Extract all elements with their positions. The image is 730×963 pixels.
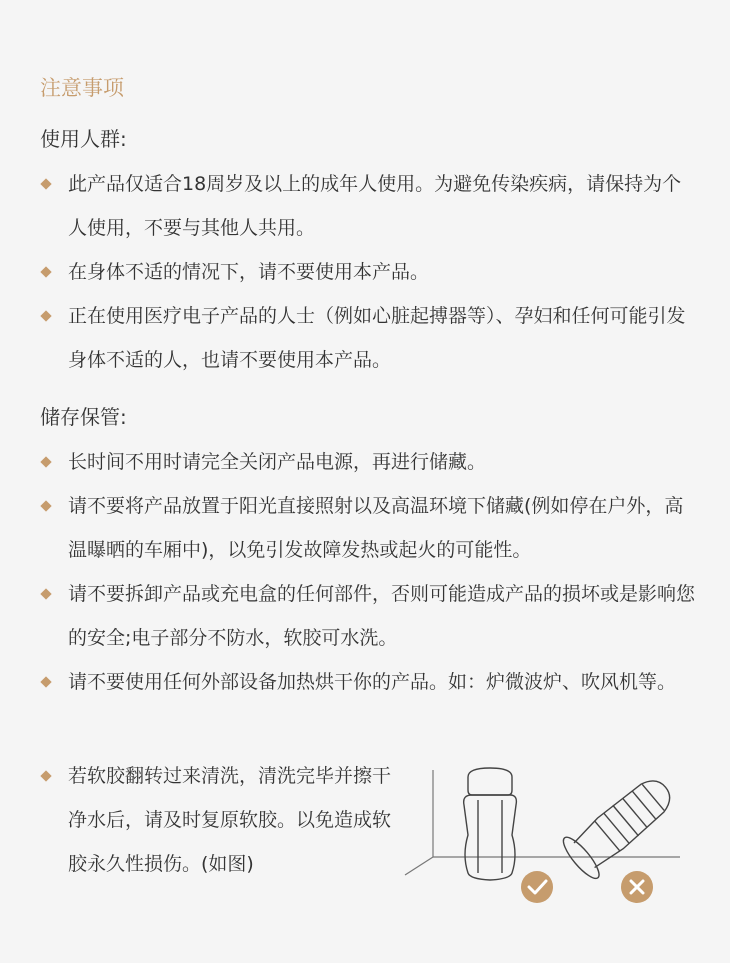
bullet-diamond-icon: [40, 676, 51, 687]
list-item: 请不要使用任何外部设备加热烘干你的产品。如：炉微波炉、吹风机等。: [40, 660, 700, 704]
page-title: 注意事项: [40, 76, 124, 100]
check-icon: [521, 871, 553, 903]
tilted-sleeve-icon: [558, 767, 682, 883]
list-item: 请不要将产品放置于阳光直接照射以及高温环境下储藏(例如停在户外，高温曝晒的车厢中)，以免引发故障发热或起火的可能性。: [40, 484, 700, 572]
cleaning-illustration: [400, 765, 690, 910]
section-heading-users: 使用人群:: [40, 127, 127, 151]
bullet-diamond-icon: [40, 588, 51, 599]
bullet-diamond-icon: [40, 770, 51, 781]
list-item: 长时间不用时请完全关闭产品电源，再进行储藏。: [40, 440, 700, 484]
list-item: 此产品仅适合18周岁及以上的成年人使用。为避免传染疾病，请保持为个人使用，不要与其他人共用。: [40, 162, 700, 250]
bullet-diamond-icon: [40, 456, 51, 467]
list-item: 请不要拆卸产品或充电盒的任何部件，否则可能造成产品的损坏或是影响您的安全;电子部分不防水，软胶可水洗。: [40, 572, 700, 660]
illustration-svg: [400, 765, 690, 910]
bullet-diamond-icon: [40, 178, 51, 189]
section-heading-storage: 储存保管:: [40, 405, 127, 429]
list-item: 在身体不适的情况下，请不要使用本产品。: [40, 250, 700, 294]
bullet-diamond-icon: [40, 500, 51, 511]
list-item: 正在使用医疗电子产品的人士（例如心脏起搏器等）、孕妇和任何可能引发身体不适的人，也请不要使用本产品。: [40, 294, 700, 382]
bullet-diamond-icon: [40, 266, 51, 277]
bullet-diamond-icon: [40, 310, 51, 321]
list-item: 若软胶翻转过来清洗，清洗完毕并擦干净水后，请及时复原软胶。以免造成软胶永久性损伤。(如图): [40, 754, 400, 886]
cross-icon: [621, 871, 653, 903]
upright-sleeve-icon: [464, 768, 517, 880]
